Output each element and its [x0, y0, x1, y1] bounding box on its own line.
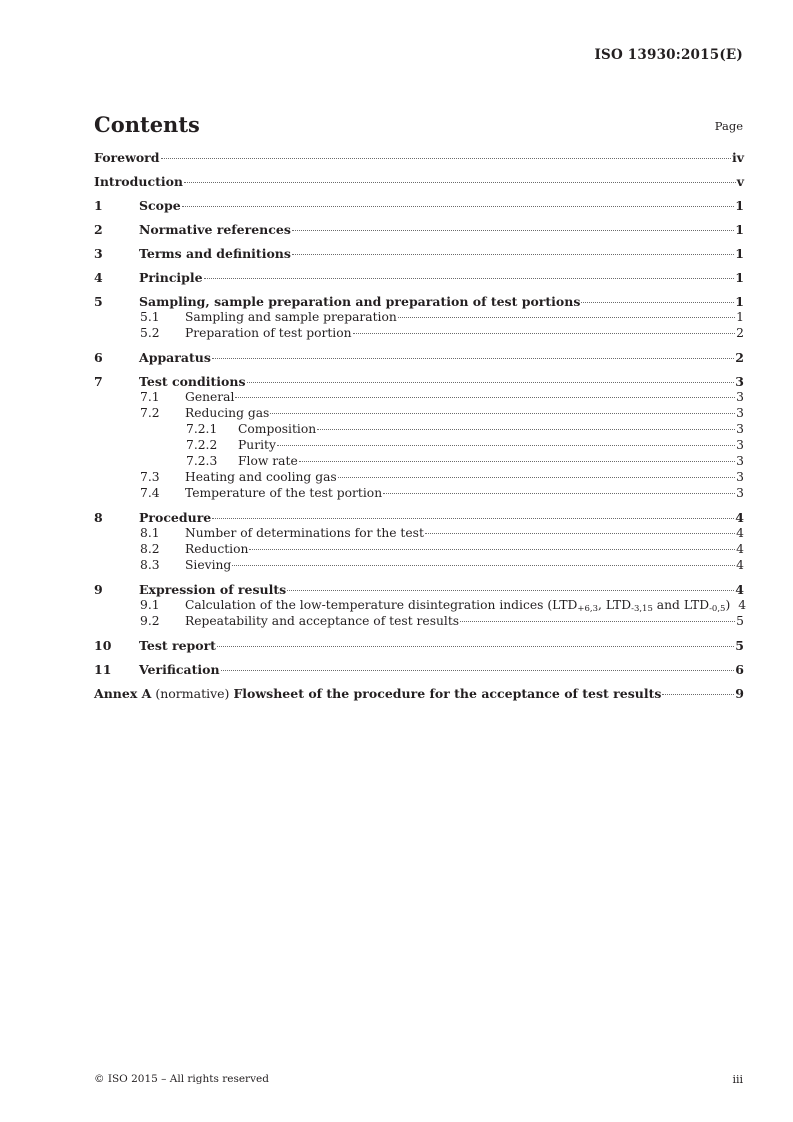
toc-entry[interactable] — [94, 246, 744, 261]
dot-leader — [317, 429, 735, 430]
toc-entry-title: Foreword — [94, 150, 160, 165]
toc-entry-number: 9 — [94, 582, 103, 597]
dot-leader — [247, 382, 735, 383]
dot-leader — [581, 302, 734, 303]
toc-entry[interactable] — [94, 526, 744, 540]
toc-entry-title: Terms and definitions — [139, 246, 291, 261]
toc-entry-title: Test conditions — [139, 374, 246, 389]
toc-entry[interactable] — [94, 350, 744, 365]
toc-entry[interactable] — [94, 454, 744, 468]
copyright-notice: © ISO 2015 – All rights reserved — [94, 1073, 269, 1085]
toc-entry-number: 8.1 — [140, 526, 160, 540]
toc-page-number: 1 — [735, 198, 744, 213]
toc-entry-title: Normative references — [139, 222, 291, 237]
dot-leader — [425, 533, 735, 534]
toc-entry-number: 6 — [94, 350, 103, 365]
toc-entry-number: 8.2 — [140, 542, 160, 556]
toc-entry-title: Preparation of test portion — [185, 326, 352, 340]
toc-page-number: 1 — [735, 222, 744, 237]
toc-entry[interactable] — [94, 150, 744, 165]
subscript-text: -0,5 — [709, 604, 726, 614]
toc-page-number: 4 — [736, 526, 744, 540]
toc-entry[interactable] — [94, 310, 744, 324]
toc-entry-title: Test report — [139, 638, 216, 653]
toc-entry-number: 8.3 — [140, 558, 160, 572]
toc-page-number: 3 — [736, 438, 744, 452]
toc-entry[interactable] — [94, 486, 744, 500]
subscript-text: -3,15 — [631, 604, 653, 614]
dot-leader — [383, 493, 735, 494]
toc-page-number: 4 — [735, 510, 744, 525]
toc-entry[interactable] — [94, 638, 744, 653]
toc-page-number: 1 — [736, 310, 744, 324]
toc-page-number: 4 — [736, 542, 744, 556]
toc-entry[interactable] — [94, 390, 744, 404]
toc-entry-title: Reduction — [185, 542, 249, 556]
toc-entry[interactable] — [94, 582, 744, 597]
toc-entry[interactable] — [94, 614, 744, 628]
dot-leader — [299, 461, 735, 462]
dot-leader — [292, 230, 734, 231]
toc-title-fragment: ) — [725, 598, 731, 612]
dot-leader — [287, 590, 734, 591]
toc-entry-title: Procedure — [139, 510, 212, 525]
toc-entry-number: 1 — [94, 198, 103, 213]
toc-entry-title: Principle — [139, 270, 203, 285]
dot-leader — [292, 254, 734, 255]
toc-entry-title: General — [185, 390, 235, 404]
dot-leader — [338, 477, 735, 478]
toc-entry[interactable] — [94, 406, 744, 420]
toc-page-number: v — [736, 174, 744, 189]
toc-entry-title: Reducing gas — [185, 406, 270, 420]
toc-page-number: 3 — [735, 374, 744, 389]
toc-entry[interactable] — [94, 294, 744, 309]
toc-entry-number: 4 — [94, 270, 103, 285]
toc-entry-number: 7.2 — [140, 406, 160, 420]
toc-entry-number: 9.2 — [140, 614, 160, 628]
toc-entry-title: Verification — [139, 662, 220, 677]
toc-entry-number: 7.3 — [140, 470, 160, 484]
toc-entry-title: Number of determinations for the test — [185, 526, 424, 540]
dot-leader — [161, 158, 731, 159]
toc-entry[interactable] — [94, 374, 744, 389]
toc-entry[interactable] — [94, 270, 744, 285]
toc-page-number: 9 — [735, 686, 744, 701]
standard-identifier: ISO 13930:2015(E) — [594, 47, 743, 63]
dot-leader — [184, 182, 736, 183]
toc-entry-title: Repeatability and acceptance of test results — [185, 614, 460, 628]
toc-entry-title: Heating and cooling gas — [185, 470, 337, 484]
toc-entry-number: 7.2.2 — [186, 438, 218, 452]
toc-entry-number: 10 — [94, 638, 112, 653]
toc-page-number: 3 — [736, 454, 744, 468]
toc-page-number: 4 — [736, 558, 744, 572]
toc-entry[interactable] — [94, 662, 744, 677]
toc-entry-title: Sampling and sample preparation — [185, 310, 397, 324]
toc-page-number: 3 — [736, 406, 744, 420]
toc-entry[interactable] — [94, 174, 744, 189]
toc-page-number: 5 — [736, 614, 744, 628]
toc-entry-number: 7.2.3 — [186, 454, 218, 468]
toc-entry-number: 5 — [94, 294, 103, 309]
toc-entry-title: Sieving — [185, 558, 232, 572]
dot-leader — [217, 646, 734, 647]
page-column-label: Page — [714, 119, 743, 133]
toc-entry-number: 2 — [94, 222, 103, 237]
dot-leader — [212, 358, 734, 359]
toc-page-number: iv — [731, 150, 744, 165]
dot-leader — [398, 317, 735, 318]
dot-leader — [221, 670, 735, 671]
dot-leader — [277, 445, 735, 446]
toc-entry-title: Apparatus — [139, 350, 211, 365]
toc-entry-title: Sampling, sample preparation and preparation of test portions — [139, 294, 581, 309]
toc-entry[interactable] — [94, 470, 744, 484]
dot-leader — [204, 278, 735, 279]
toc-entry-title: Flow rate — [238, 454, 298, 468]
dot-leader — [249, 549, 735, 550]
toc-title-fragment: Calculation of the low-temperature disintegration indices (LTD — [185, 598, 578, 612]
toc-entry-title: Purity — [238, 438, 276, 452]
toc-page-number: 3 — [736, 470, 744, 484]
toc-entry[interactable] — [94, 510, 744, 525]
subscript-text: +6,3 — [577, 604, 599, 614]
toc-entry[interactable] — [94, 558, 744, 572]
toc-annex-entry[interactable] — [94, 686, 744, 701]
footer-page-number: iii — [732, 1073, 743, 1086]
toc-page-number: 3 — [736, 486, 744, 500]
toc-entry-number: 7.4 — [140, 486, 160, 500]
toc-page-number: 1 — [735, 294, 744, 309]
toc-page-number: 4 — [738, 598, 747, 612]
toc-page-number: 3 — [736, 390, 744, 404]
toc-entry-number: 9.1 — [140, 598, 160, 612]
toc-entry-number: 7.2.1 — [186, 422, 218, 436]
toc-page-number: 3 — [736, 422, 744, 436]
dot-leader — [212, 518, 734, 519]
toc-entry-number: 3 — [94, 246, 103, 261]
toc-entry-number: 5.2 — [140, 326, 160, 340]
annex-type: (normative) — [155, 686, 230, 701]
toc-entry-title — [185, 598, 730, 612]
toc-page-number: 4 — [735, 582, 744, 597]
toc-entry-title: Scope — [139, 198, 181, 213]
toc-entry-number: 8 — [94, 510, 103, 525]
toc-entry[interactable] — [94, 438, 744, 452]
toc-entry[interactable] — [94, 198, 744, 213]
toc-page-number: 1 — [735, 270, 744, 285]
toc-entry[interactable] — [94, 326, 744, 340]
toc-entry-number: 5.1 — [140, 310, 160, 324]
dot-leader — [270, 413, 735, 414]
page-title: Contents — [94, 112, 200, 137]
toc-entry[interactable] — [94, 542, 744, 556]
toc-entry[interactable] — [94, 422, 744, 436]
toc-entry-title: Introduction — [94, 174, 184, 189]
dot-leader — [182, 206, 735, 207]
dot-leader — [460, 621, 735, 622]
toc-entry-title: Expression of results — [139, 582, 287, 597]
toc-entry-number: 11 — [94, 662, 112, 677]
annex-title: Flowsheet of the procedure for the acceptance of test results — [233, 686, 662, 701]
toc-entry-title: Temperature of the test portion — [185, 486, 383, 500]
dot-leader — [232, 565, 735, 566]
toc-page-number: 1 — [735, 246, 744, 261]
toc-entry[interactable] — [94, 222, 744, 237]
toc-page-number: 5 — [735, 638, 744, 653]
toc-entry-title: Composition — [238, 422, 317, 436]
dot-leader — [662, 694, 734, 695]
toc-entry-number: 7 — [94, 374, 103, 389]
dot-leader — [235, 397, 735, 398]
dot-leader — [353, 333, 736, 334]
toc-title-fragment: , LTD — [598, 598, 632, 612]
toc-title-fragment: and LTD — [652, 598, 710, 612]
toc-entry[interactable] — [94, 598, 747, 614]
toc-entry-number: 7.1 — [140, 390, 160, 404]
annex-label: Annex A — [94, 686, 152, 701]
toc-page-number: 6 — [735, 662, 744, 677]
toc-page-number: 2 — [735, 350, 744, 365]
toc-page-number: 2 — [736, 326, 744, 340]
